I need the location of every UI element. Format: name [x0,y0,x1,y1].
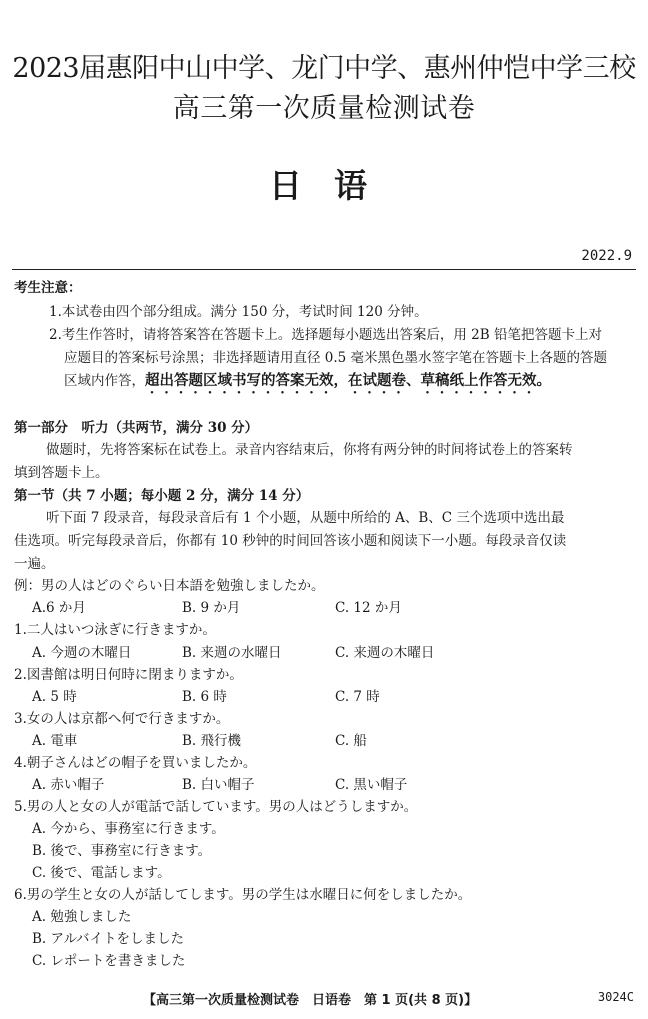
question-stem-2: 2.図書館は明日何時に閉まりますか。 [14,667,243,683]
option-b: B. アルバイトをしました [32,931,185,947]
exam-date: 2022.9 [581,248,632,264]
notice-item-2-line3-prefix: 区域内作答， [64,373,145,389]
option-b: B. 6 時 [182,689,227,705]
option-b: B. 来週の水曜日 [182,645,282,661]
footer-page-info: 【高三第一次质量检测试卷 日语卷 第 1 页(共 8 页)】 [143,993,478,1008]
option-a: A. 今から、事務室に行きます。 [32,821,225,837]
question-stem-6: 6.男の学生と女の人が話してします。男の学生は水曜日に何をしましたか。 [14,887,472,903]
notice-heading: 考生注意： [14,280,82,296]
option-b: B. 9 か月 [182,600,241,616]
question-stem-1: 1.二人はいつ泳ぎに行きますか。 [14,622,216,638]
notice-item-1: 1.本试卷由四个部分组成。满分 150 分，考试时间 120 分钟。 [49,304,428,320]
option-c: C. 12 か月 [335,600,402,616]
notice-item-2-line2: 应题目的答案标号涂黑；非选择题请用直径 0.5 毫米黑色墨水签字笔在答题卡上各题的答题 [64,350,608,366]
option-c: C. 黒い帽子 [335,777,408,793]
option-a: A. 今週の木曜日 [32,645,132,661]
option-c: C. 来週の木曜日 [335,645,435,661]
option-a: A.6 か月 [32,600,86,616]
section1-instructions-line2: 佳选项。听完每段录音后，你都有 10 秒钟的时间回答该小题和阅读下一小题。每段录音仅读 [14,533,567,549]
option-b: B. 白い帽子 [182,777,255,793]
question-stem-5: 5.男の人と女の人が電話で話しています。男の人はどうしますか。 [14,799,418,815]
part1-instructions-line2: 填到答题卡上。 [14,465,109,481]
header-divider [12,269,636,270]
notice-item-2-line3 [64,369,551,397]
exam-title-line1: 2023届惠阳中山中学、龙门中学、惠州仲恺中学三校 [12,53,636,84]
notice-emphasis-text: 超出答题区域书写的答案无效，在试题卷、草稿纸上作答无效。 [145,373,551,389]
part1-instructions-line1: 做题时，先将答案标在试卷上。录音内容结束后，你将有两分钟的时间将试卷上的答案转 [46,442,573,458]
option-b: B. 後で、事務室に行きます。 [32,843,212,859]
option-a: A. 赤い帽子 [32,777,105,793]
exam-title-line2: 高三第一次质量检测试卷 [172,93,476,124]
option-b: B. 飛行機 [182,733,242,749]
option-a: A. 5 時 [32,689,77,705]
notice-item-2-line1: 2.考生作答时，请将答案答在答题卡上。选择题每小题选出答案后，用 2B 铅笔把答题卡上对 [49,327,602,343]
subject-title: 日语 [269,166,399,205]
option-c: C. 船 [335,733,367,749]
question-stem-3: 3.女の人は京都へ何で行きますか。 [14,711,230,727]
section1-instructions-line3: 一遍。 [14,556,55,572]
question-stem-4: 4.朝子さんはどの帽子を買いましたか。 [14,755,257,771]
option-c: C. 後で、電話します。 [32,865,171,881]
option-a: A. 勉強しました [32,909,132,925]
question-stem-example: 例：男の人はどのぐらい日本語を勉強しましたか。 [14,578,325,594]
option-a: A. 電車 [32,733,78,749]
part1-heading: 第一部分 听力（共两节，满分 30 分） [14,420,259,436]
option-c: C. レポートを書きました [32,953,186,969]
section1-instructions-line1: 听下面 7 段录音，每段录音后有 1 个小题，从题中所给的 A、B、C 三个选项中选出最 [46,510,565,526]
footer-code: 3024C [597,990,634,1004]
option-c: C. 7 時 [335,689,380,705]
section1-heading: 第一节（共 7 小题；每小题 2 分，满分 14 分） [14,488,310,504]
